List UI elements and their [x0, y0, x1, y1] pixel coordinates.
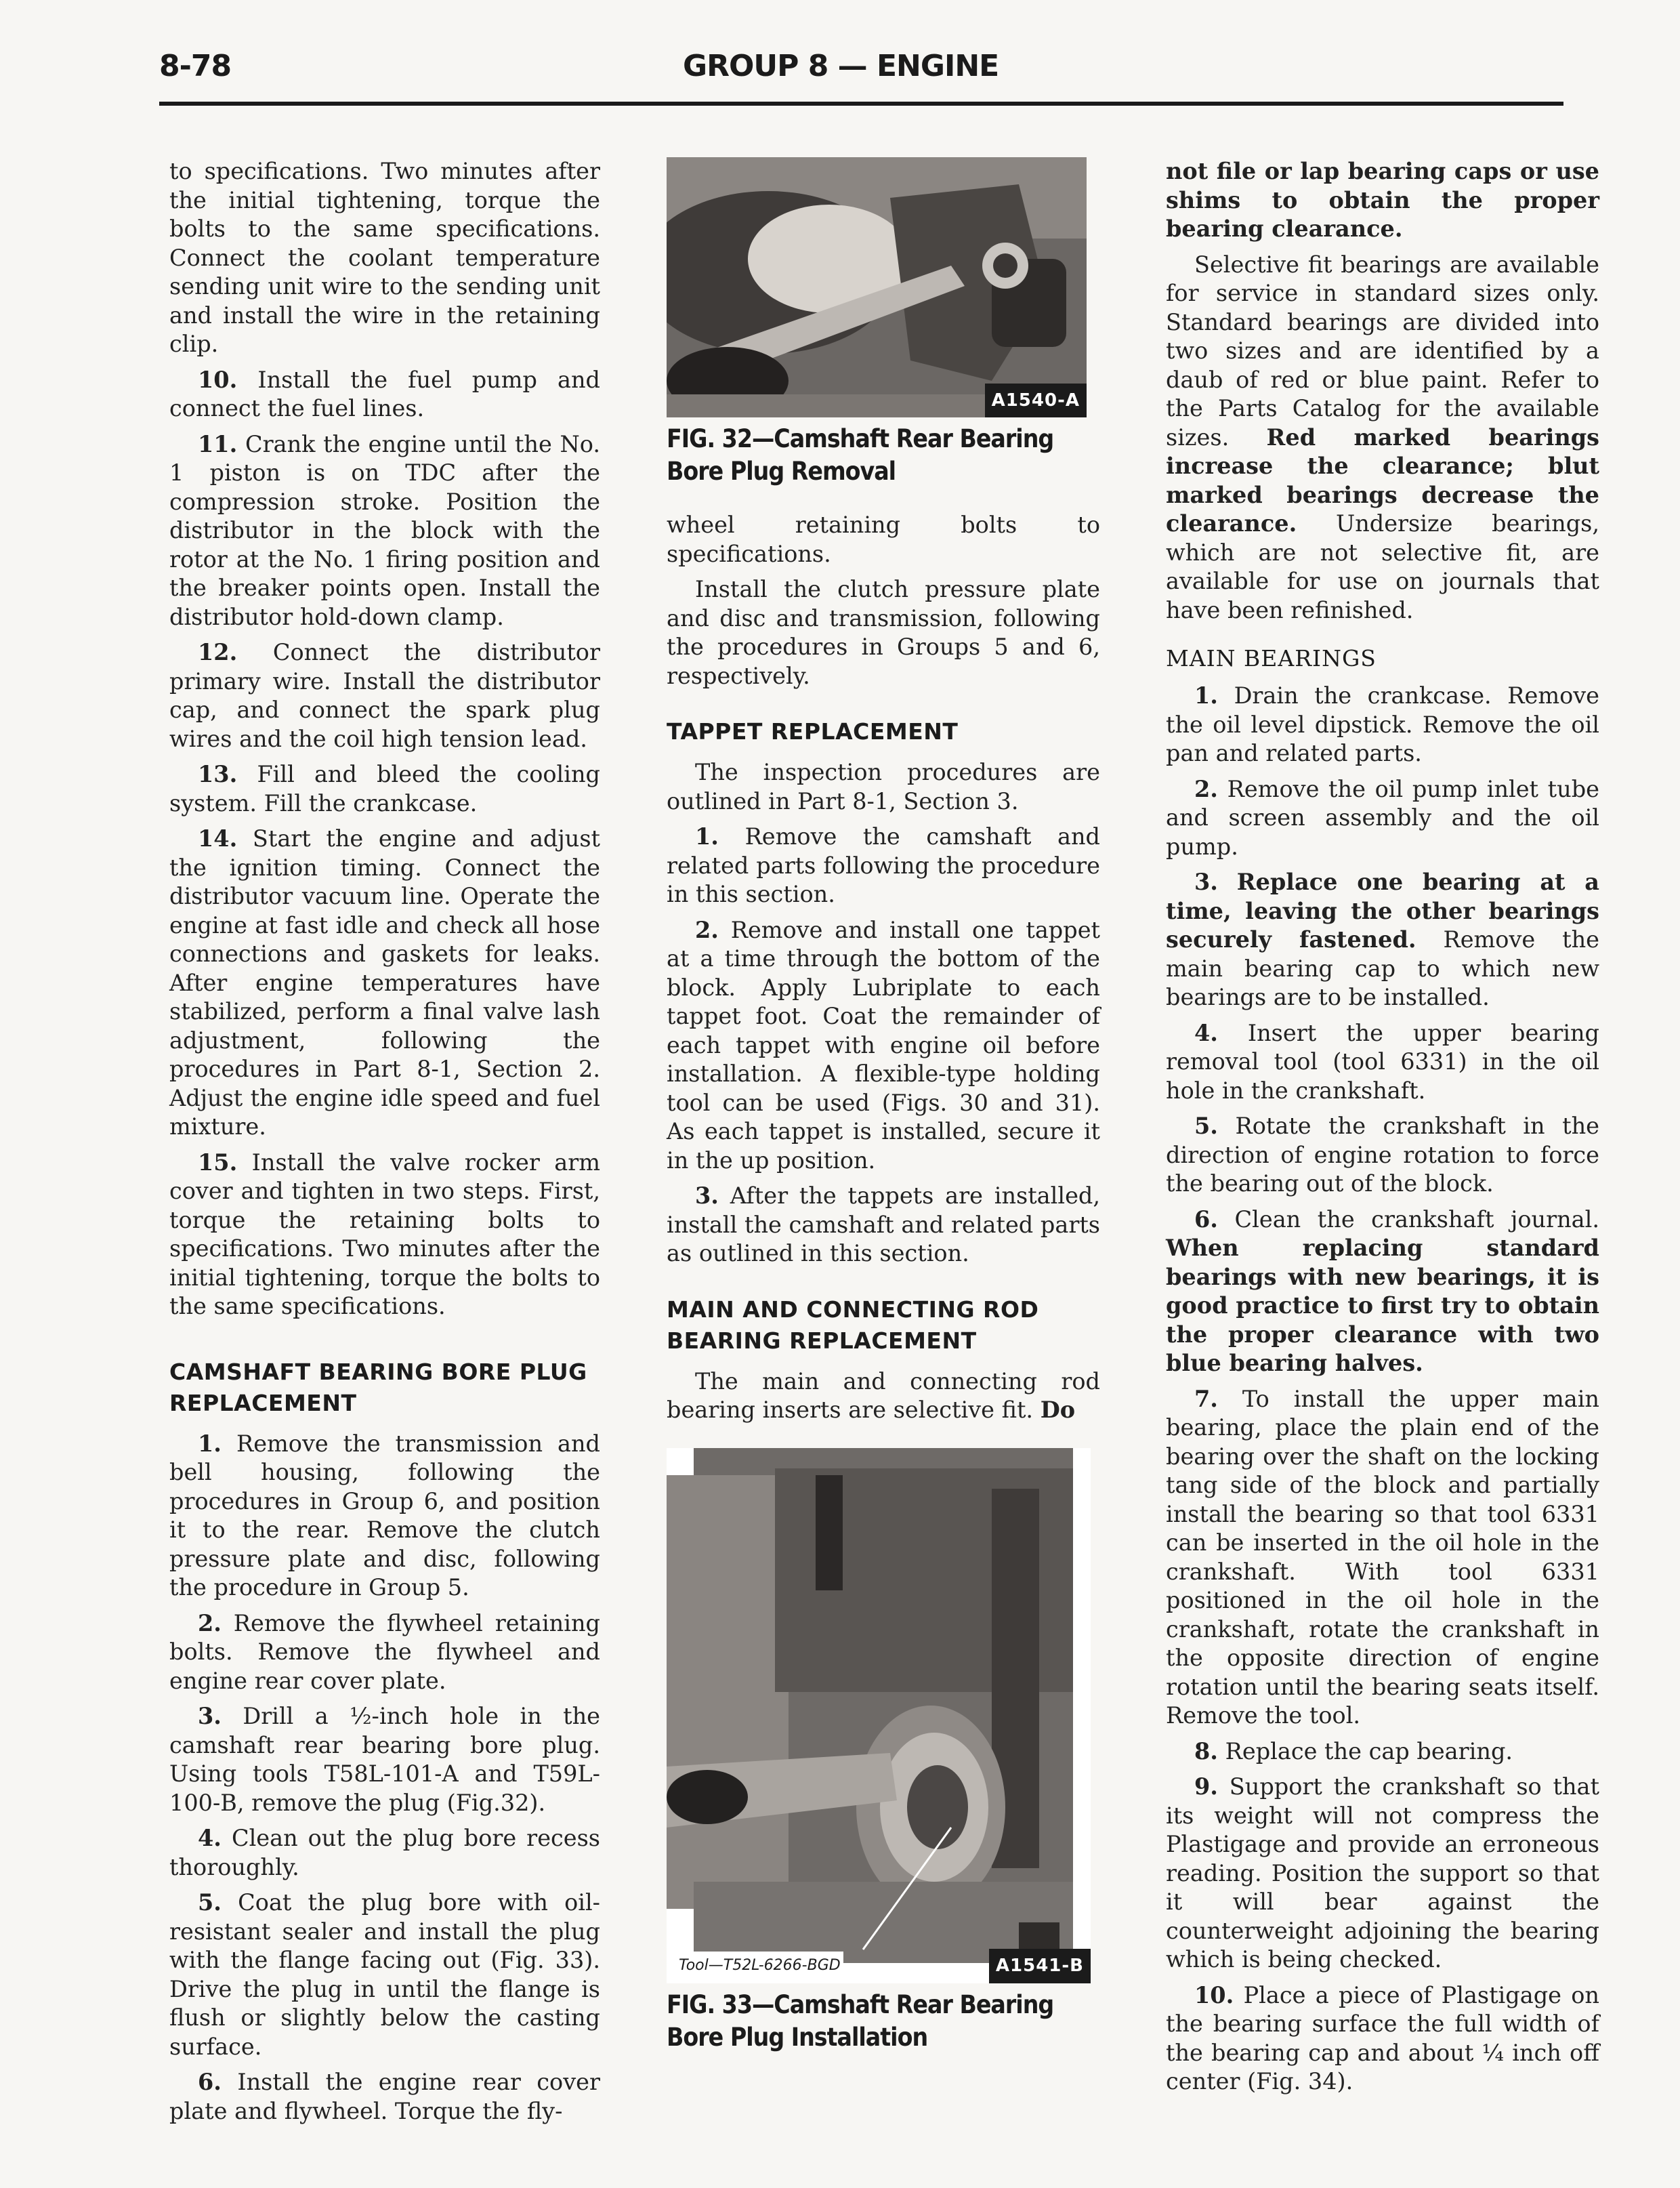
- step-number: 11.: [198, 430, 238, 457]
- step-number: 5.: [1194, 1113, 1218, 1139]
- figure-32-caption: FIG. 32—Camshaft Rear Bearing Bore Plug Removal: [667, 424, 1054, 486]
- figure-33-code: A1541-B: [989, 1949, 1091, 1983]
- main-bearing-step-5: [1166, 1112, 1599, 1199]
- section-heading-main-connecting: MAIN AND CONNECTING ROD BEARING REPLACEMENT: [667, 1296, 1039, 1354]
- section-heading-tappet: TAPPET REPLACEMENT: [667, 718, 959, 745]
- step-number: 9.: [1194, 1773, 1218, 1800]
- step-text: Drill a ½-inch hole in the camshaft rear bearing bore plug. Using tools T58L-101-A and T59L-100-B, remove the plug (Fig.32).: [169, 1703, 600, 1816]
- figure-33: [667, 1448, 1100, 2054]
- step-text: Support the crankshaft so that its weight will not compress the Plastigage and provide an erroneous reading. Position the support so that it will bear against the counterweight adjoining the bearing which is being checked.: [1166, 1773, 1599, 1973]
- main-bearing-step-7: [1166, 1385, 1599, 1731]
- step-number: 4.: [1194, 1019, 1218, 1046]
- continuation-paragraph: wheel retaining bolts to specifications.: [667, 512, 1100, 567]
- step-number: 2.: [1194, 775, 1218, 802]
- figure-32: [667, 157, 1100, 488]
- main-intro-paragraph: [667, 1367, 1100, 1425]
- step-number: 2.: [695, 916, 719, 943]
- main-bearing-step-2: [1166, 775, 1599, 862]
- step-text: Start the engine and adjust the ignition timing. Connect the distributor vacuum line. Operate the engine at fast idle and check all hose connections and gaskets for leaks. After engine temperatures have stabilized, perform a final valve lash adjustment, following the procedures in Part 8-1, Section 2. Adjust the engine idle speed and fuel mixture.: [169, 825, 600, 1140]
- step-text: Remove the oil pump inlet tube and screen assembly and the oil pump.: [1166, 775, 1599, 860]
- section-heading-main-bearings: MAIN BEARINGS: [1166, 645, 1377, 672]
- selective-text-c: Undersize bearings, which are not selective fit, are available for use on journals that have been refinished.: [1166, 510, 1599, 623]
- main-bearing-step-6: [1166, 1205, 1599, 1378]
- step-text: Insert the upper bearing removal tool (tool 6331) in the oil hole in the crankshaft.: [1166, 1019, 1599, 1104]
- camshaft-step-5: [169, 1888, 600, 2061]
- step-number: 1.: [1194, 682, 1218, 709]
- step-number: 14.: [198, 825, 238, 852]
- step-15: [169, 1149, 600, 1321]
- main-intro-bold: Do: [1040, 1397, 1076, 1423]
- column-1: [169, 157, 600, 2132]
- camshaft-step-6: [169, 2068, 600, 2126]
- camshaft-plug-removal-illustration: [667, 157, 1087, 417]
- step-text: Connect the distributor primary wire. Install the distributor cap, and connect the spark plug wires and the coil high tension lead.: [169, 639, 600, 752]
- main-bearing-step-3: [1166, 868, 1599, 1012]
- column-2: [667, 157, 1100, 2062]
- step-text: Install the fuel pump and connect the fuel lines.: [169, 366, 600, 421]
- camshaft-step-4: [169, 1824, 600, 1882]
- step-text: Remove and install one tappet at a time through the bottom of the block. Apply Lubriplate to each tappet foot. Coat the remainder of each tappet with engine oil before installation. A flexible-type holding tool can be used (Figs. 30 and 31). As each tappet is installed, secure it in the up position.: [667, 916, 1100, 1174]
- step-number: 6.: [1194, 1205, 1218, 1233]
- camshaft-plug-installation-illustration: [667, 1448, 1091, 1983]
- tappet-intro: The inspection procedures are outlined in Part 8-1, Section 3.: [667, 759, 1100, 814]
- step-bold-text: Replace one bearing at a time, leaving the other bearings securely fastened.: [1166, 869, 1599, 953]
- step-number: 4.: [198, 1825, 222, 1851]
- step-text: Remove the flywheel retaining bolts. Remove the flywheel and engine rear cover plate.: [169, 1609, 600, 1694]
- selective-text-bold: Red marked bearings increase the clearance; blut marked bearings decrease the clearance.: [1166, 424, 1599, 537]
- tappet-step-3: [667, 1182, 1100, 1268]
- figure-33-tool-label: Tool—T52L-6266-BGD: [676, 1952, 843, 1981]
- page-header: [0, 0, 1680, 115]
- page-number: 8-78: [159, 49, 232, 83]
- camshaft-step-1: [169, 1430, 600, 1603]
- column-3: [1166, 157, 1599, 2103]
- step-10: [169, 366, 600, 424]
- step-bold-text: When replacing standard bearings with new bearings, it is good practice to first try to obtain the proper clearance with two blue bearing halves.: [1166, 1235, 1599, 1376]
- main-bearing-step-4: [1166, 1019, 1599, 1106]
- main-bearing-step-1: [1166, 682, 1599, 768]
- main-bearing-step-10: [1166, 1981, 1599, 2097]
- step-number: 3.: [198, 1703, 222, 1729]
- selective-fit-paragraph: [1166, 251, 1599, 625]
- step-number: 1.: [695, 823, 719, 850]
- camshaft-step-3: [169, 1702, 600, 1817]
- step-11: [169, 430, 600, 632]
- step-number: 12.: [198, 639, 238, 665]
- step-text: Coat the plug bore with oil-resistant sealer and install the plug with the flange facing out (Fig. 33). Drive the plug in until the flange is flush or slightly below the casting surface.: [169, 1889, 600, 2060]
- bold-continuation: not file or lap bearing caps or use shims to obtain the proper bearing clearance.: [1166, 158, 1599, 242]
- main-bearing-step-8: [1166, 1737, 1599, 1767]
- step-text: Remove the main bearing cap to which new bearings are to be installed.: [1166, 926, 1599, 1010]
- step-number: 3.: [1194, 869, 1218, 895]
- figure-32-code: A1540-A: [985, 384, 1087, 418]
- step-text: Drain the crankcase. Remove the oil level dipstick. Remove the oil pan and related parts.: [1166, 682, 1600, 766]
- intro-paragraph: to specifications. Two minutes after the initial tightening, torque the bolts to the same specifications. Connect the coolant temperature sending unit wire to the sending unit and install the wire in the retaining clip.: [169, 158, 600, 357]
- step-text: Fill and bleed the cooling system. Fill the crankcase.: [169, 761, 600, 817]
- step-text: Place a piece of Plastigage on the bearing surface the full width of the bearing cap and about ¼ inch off center (Fig. 34).: [1166, 1981, 1599, 2094]
- step-number: 6.: [198, 2069, 222, 2095]
- step-number: 8.: [1194, 1737, 1218, 1764]
- step-text: Remove the transmission and bell housing, following the procedures in Group 6, and position it to the rear. Remove the clutch pressure plate and disc, following the procedure in Group 5.: [169, 1430, 601, 1601]
- group-title: GROUP 8 — ENGINE: [683, 49, 999, 83]
- selective-text-a: Selective fit bearings are available for service in standard sizes only. Standard bearings are divided into two sizes and are identified by a daub of red or blue paint. Refer to the Parts Catalog for the available sizes.: [1166, 251, 1599, 451]
- tappet-step-1: [667, 823, 1100, 909]
- step-number: 10.: [198, 366, 238, 393]
- tappet-step-2: [667, 916, 1100, 1176]
- step-text: After the tappets are installed, install the camshaft and related parts as outlined in this section.: [667, 1182, 1100, 1266]
- step-13: [169, 760, 600, 818]
- step-12: [169, 638, 600, 754]
- step-number: 13.: [198, 761, 238, 787]
- clutch-paragraph: Install the clutch pressure plate and disc and transmission, following the procedures in Groups 5 and 6, respectively.: [667, 576, 1100, 689]
- step-text: Remove the camshaft and related parts following the procedure in this section.: [667, 823, 1101, 907]
- step-number: 3.: [695, 1182, 719, 1209]
- step-text: Clean out the plug bore recess thoroughly.: [169, 1825, 600, 1880]
- section-heading-camshaft: CAMSHAFT BEARING BORE PLUG REPLACEMENT: [169, 1358, 587, 1416]
- main-intro-text: The main and connecting rod bearing inserts are selective fit.: [667, 1367, 1100, 1423]
- figure-33-photo: [667, 1448, 1091, 1983]
- step-number: 15.: [198, 1149, 238, 1176]
- figure-33-caption: FIG. 33—Camshaft Rear Bearing Bore Plug Installation: [667, 1989, 1054, 2052]
- step-text: To install the upper main bearing, place the plain end of the bearing over the shaft on the locking tang side of the block and partially install the bearing so that tool 6331 can be inserted in the oil hole in the crankshaft. With tool 6331 positioned in the oil hole in the crankshaft, rotate the crankshaft in the opposite direction of engine rotation until the bearing seats itself. Remove the tool.: [1166, 1385, 1600, 1729]
- step-text: Clean the crankshaft journal.: [1234, 1205, 1599, 1233]
- step-number: 1.: [198, 1430, 222, 1457]
- step-text: Rotate the crankshaft in the direction of engine rotation to force the bearing out of the block.: [1166, 1113, 1599, 1197]
- step-number: 7.: [1194, 1385, 1218, 1412]
- figure-32-photo: [667, 157, 1087, 417]
- step-text: Install the engine rear cover plate and flywheel. Torque the fly-: [169, 2069, 600, 2124]
- step-number: 10.: [1194, 1981, 1234, 2008]
- step-number: 2.: [198, 1609, 222, 1636]
- step-14: [169, 825, 600, 1142]
- camshaft-step-2: [169, 1609, 600, 1696]
- main-bearing-step-9: [1166, 1773, 1599, 1975]
- step-text: Replace the cap bearing.: [1225, 1737, 1513, 1764]
- header-rule: [159, 102, 1563, 106]
- step-text: Install the valve rocker arm cover and tighten in two steps. First, torque the retaining bolts to specifications. Two minutes after the initial tightening, torque the bolts to the same specifications.: [169, 1149, 600, 1319]
- step-number: 5.: [198, 1889, 222, 1916]
- step-text: Crank the engine until the No. 1 piston is on TDC after the compression stroke. Position the distributor in the block with the rotor at the No. 1 firing position and the breaker points open. Install the distributor hold-down clamp.: [169, 430, 600, 630]
